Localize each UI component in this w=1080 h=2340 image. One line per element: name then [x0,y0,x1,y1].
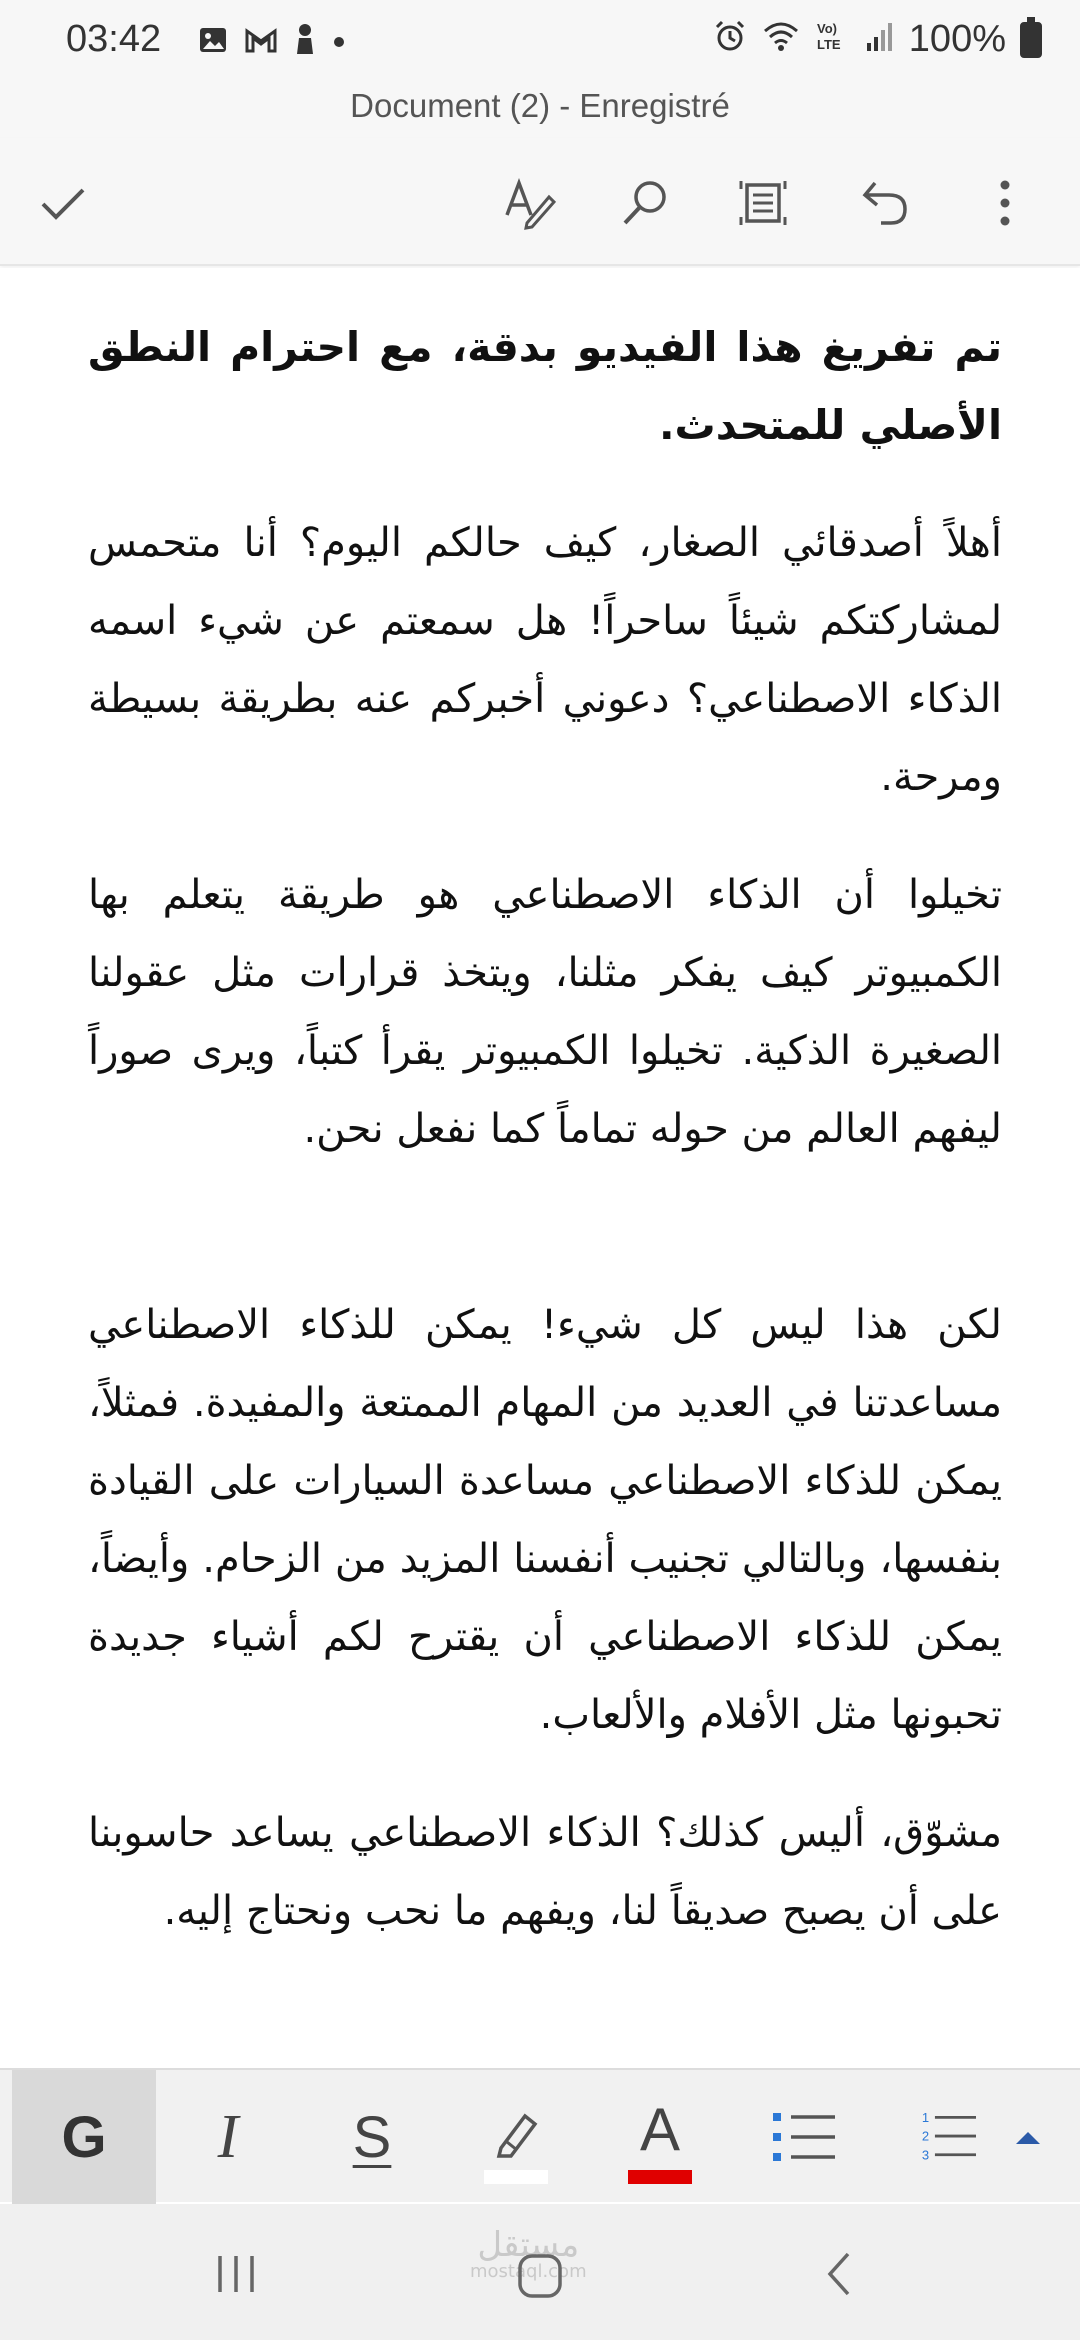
document-body[interactable] [0,268,1080,2068]
view-button[interactable] [728,168,798,238]
svg-text:Vo): Vo) [816,20,837,36]
image-icon [198,24,228,64]
status-left-icons [198,22,346,65]
expand-format-button[interactable] [976,2070,1080,2204]
battery-icon [1020,22,1042,58]
highlighter-icon [481,2102,551,2172]
bold-button[interactable] [12,2070,156,2204]
document-heading[interactable]: تم تفريغ هذا الفيديو بدقة، مع احترام النطق الأصلي للمتحدث. [88,323,1002,449]
more-icon [977,175,1033,231]
toolbar [0,138,1080,266]
dot-icon [332,24,346,64]
status-bar [0,0,1080,86]
status-time: 03:42 [66,18,162,60]
document-paragraph[interactable]: تخيلوا أن الذكاء الاصطناعي هو طريقة يتعلم بها الكمبيوتر كيف يفكر مثلنا، ويتخذ قرارات مثل عقولنا الصغيرة الذكية. تخيلوا الكمبيوتر يقرأ كتباً، ويرى صوراً ليفهم العالم من حوله تماماً كما نفعل نحن. [88,872,1002,1152]
draw-icon [501,175,557,231]
status-right [713,18,1042,61]
recent-apps-icon [206,2244,266,2304]
numbered-list-icon [920,2107,976,2167]
alarm-icon [713,19,747,61]
undo-icon [857,175,913,231]
bullet-list-button[interactable] [732,2070,876,2204]
bullet-list-icon [769,2107,839,2167]
signal-icon [865,19,895,61]
gmail-icon [244,24,278,64]
document-paragraph[interactable]: لكن هذا ليس كل شيء! يمكن للذكاء الاصطناعي مساعدتنا في العديد من المهام الممتعة والمفيدة. فمثلاً، يمكن للذكاء الاصطناعي مساعدة السيارات على القيادة بنفسها، وبالتالي تجنيب أنفسنا المزيد من الزحام. وأيضاً، يمكن للذكاء الاصطناعي أن يقترح لكم أشياء جديدة تحبونها مثل الأفلام والألعاب. [88,1302,1002,1738]
battery-percent: 100% [908,18,1006,60]
check-icon [35,175,91,231]
format-bar [0,2068,1080,2202]
view-icon [735,175,791,231]
search-icon [617,175,673,231]
svg-text:2: 2 [921,2128,930,2144]
home-icon [510,2244,570,2304]
highlight-color-swatch [484,2170,548,2184]
volte-icon [815,19,851,61]
svg-text:1: 1 [921,2110,930,2126]
title-bar [0,86,1080,138]
draw-button[interactable] [494,168,564,238]
caret-up-icon [1008,2122,1048,2152]
person-icon [294,22,316,65]
strikethrough-button[interactable] [300,2070,444,2204]
highlight-button[interactable] [444,2070,588,2204]
document-paragraph[interactable]: مشوّق، أليس كذلك؟ الذكاء الاصطناعي يساعد حاسوبنا على أن يصبح صديقاً لنا، ويفهم ما نحب ونحتاج إليه. [88,1810,1002,1934]
bold-icon: G [61,2104,107,2170]
navigation-bar [0,2204,1080,2340]
svg-text:3: 3 [921,2147,930,2163]
home-button[interactable] [500,2234,580,2314]
strikethrough-icon: S [352,2104,392,2170]
wifi-icon [761,19,801,61]
watermark-subtext: mostaql.com [470,2261,587,2282]
undo-button[interactable] [850,168,920,238]
svg-text:LTE: LTE [816,36,841,52]
watermark-text: مستقل [477,2225,580,2265]
italic-button[interactable] [156,2070,300,2204]
back-icon [810,2244,870,2304]
font-color-icon: A [639,2095,681,2163]
more-options-button[interactable] [970,168,1040,238]
document-title: Document (2) - Enregistré [350,87,730,124]
search-button[interactable] [610,168,680,238]
back-button[interactable] [800,2234,880,2314]
done-button[interactable] [28,168,98,238]
numbered-list-button[interactable] [876,2070,976,2204]
font-color-swatch [628,2170,692,2184]
recent-apps-button[interactable] [196,2234,276,2314]
font-color-button[interactable] [588,2070,732,2204]
document-paragraph[interactable]: أهلاً أصدقائي الصغار، كيف حالكم اليوم؟ أنا متحمس لمشاركتكم شيئاً ساحراً! هل سمعتم عن شيء اسمه الذكاء الاصطناعي؟ دعوني أخبركم عنه بطريقة بسيطة ومرحة. [88,520,1002,800]
italic-icon: I [217,2102,239,2171]
